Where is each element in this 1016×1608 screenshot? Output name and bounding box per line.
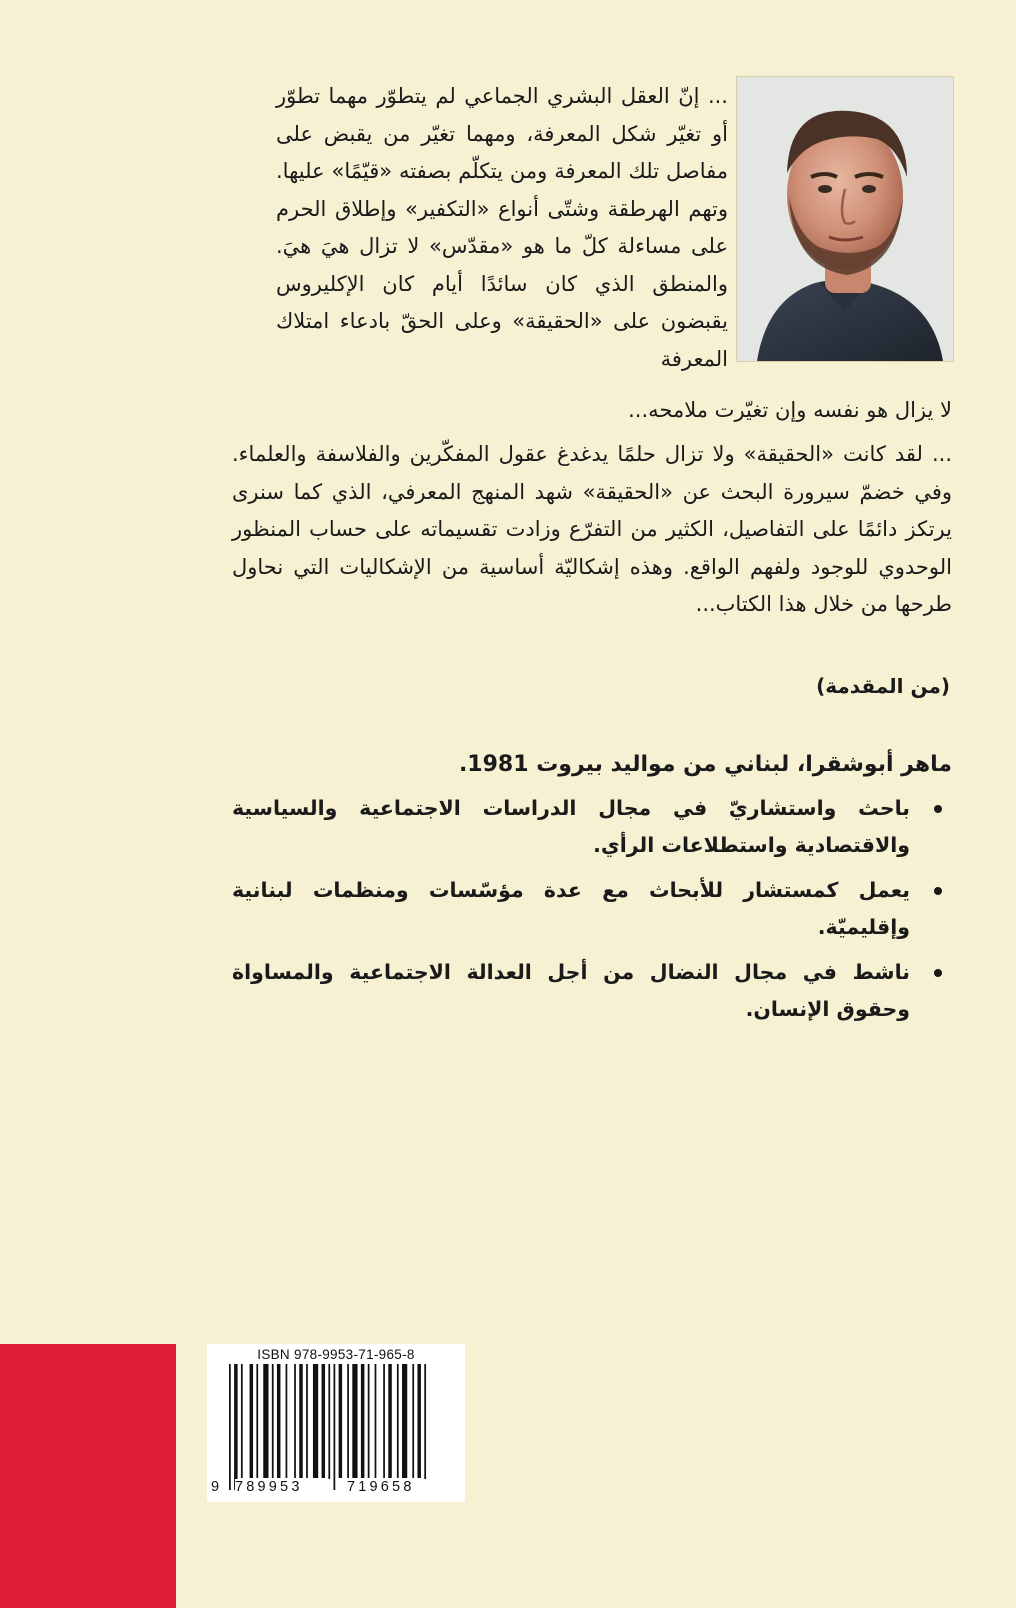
intro-paragraph: ... إنّ العقل البشري الجماعي لم يتطوّر مهما تطوّر أو تغيّر شكل المعرفة، ومهما تغيّر من يقبض على مفاصل تلك المعرفة ومن يتكلّم بصفته «قيّمًا» عليها. وتهم الهرطقة وشتّى أنواع «التكفير» وإطلاق الحرم على مساءلة كلّ ما هو «مقدّس» لا تزال هيَ هيَ. والمنطق الذي كان سائدًا أيام كان الإكليروس يقبضون على «الحقيقة» وعلى الحقّ بادعاء امتلاك المعرفة <box>276 84 728 371</box>
barcode-bar <box>277 1364 281 1478</box>
barcode-bar <box>352 1364 357 1478</box>
barcode-bar <box>334 1364 336 1490</box>
intro-paragraph-end: لا يزال هو نفسه وإن تغيّرت ملامحه... <box>628 398 952 422</box>
barcode-bar <box>299 1364 303 1478</box>
isbn-digits-left: 789953 <box>235 1479 333 1495</box>
barcode-bar <box>286 1364 288 1478</box>
bio-item-text: يعمل كمستشار للأبحاث مع عدة مؤسّسات ومنظمات لبنانية وإقليميّة. <box>232 878 910 939</box>
barcode-bar <box>347 1364 349 1478</box>
barcode-bar <box>383 1364 385 1478</box>
isbn-digit-first: 9 <box>211 1479 220 1495</box>
isbn-digits <box>207 1479 465 1499</box>
barcode-bar <box>256 1364 258 1478</box>
source-note: (من المقدمة) <box>816 674 950 698</box>
barcode-bar <box>234 1364 238 1490</box>
isbn-digits-right: 719658 <box>347 1479 447 1495</box>
barcode-bar <box>306 1364 308 1478</box>
barcode-bar <box>388 1364 392 1478</box>
isbn-label: ISBN 978-9953-71-965-8 <box>257 1347 415 1362</box>
red-color-block <box>0 1344 176 1608</box>
barcode-bar <box>229 1364 231 1490</box>
barcode-bar <box>241 1364 243 1478</box>
second-paragraph: ... لقد كانت «الحقيقة» ولا تزال حلمًا يدغدغ عقول المفكّرين والفلاسفة والعلماء. وفي خضمّ سيرورة البحث عن «الحقيقة» شهد المنهج المعرفي، الذي كما سنرى يرتكز دائمًا على التفاصيل، الكثير من التفرّع وزادت تقسيماته على حساب المنظور الوحدوي للوجود ولفهم الواقع. وهذه إشكاليّة أساسية من الإشكاليات التي نحاول طرحها من خلال هذا الكتاب... <box>232 442 952 616</box>
author-portrait-photo <box>736 76 954 362</box>
author-bio-list <box>232 790 952 1036</box>
bullet-icon <box>934 805 942 813</box>
bio-item <box>232 790 952 864</box>
bio-item <box>232 954 952 1028</box>
author-bio-heading: ماهر أبوشقرا، لبناني من مواليد بيروت 1981. <box>458 752 952 777</box>
barcode-bar <box>272 1364 274 1478</box>
portrait-illustration <box>737 77 953 361</box>
barcode-bar <box>263 1364 268 1478</box>
barcode-bar <box>339 1364 343 1478</box>
isbn-barcode <box>207 1344 465 1502</box>
barcode-bars-icon <box>215 1364 457 1492</box>
bio-item-text: باحث واستشاريّ في مجال الدراسات الاجتماعية والسياسية والاقتصادية واستطلاعات الرأي. <box>232 796 910 857</box>
bullet-icon <box>934 887 942 895</box>
barcode-bar <box>322 1364 326 1478</box>
bullet-icon <box>934 969 942 977</box>
barcode-bar <box>250 1364 254 1478</box>
barcode-bar <box>361 1364 365 1478</box>
barcode-bar <box>294 1364 296 1478</box>
bio-item <box>232 872 952 946</box>
barcode-bar <box>375 1364 377 1478</box>
barcode-bar <box>397 1364 399 1478</box>
barcode-bar <box>424 1364 426 1490</box>
barcode-bar <box>368 1364 370 1478</box>
barcode-bar <box>412 1364 414 1478</box>
barcode-bar <box>328 1364 330 1490</box>
barcode-bar <box>313 1364 318 1478</box>
bio-item-text: ناشط في مجال النضال من أجل العدالة الاجتماعية والمساواة وحقوق الإنسان. <box>232 960 910 1021</box>
barcode-bar <box>402 1364 407 1478</box>
barcode-bar <box>417 1364 421 1478</box>
